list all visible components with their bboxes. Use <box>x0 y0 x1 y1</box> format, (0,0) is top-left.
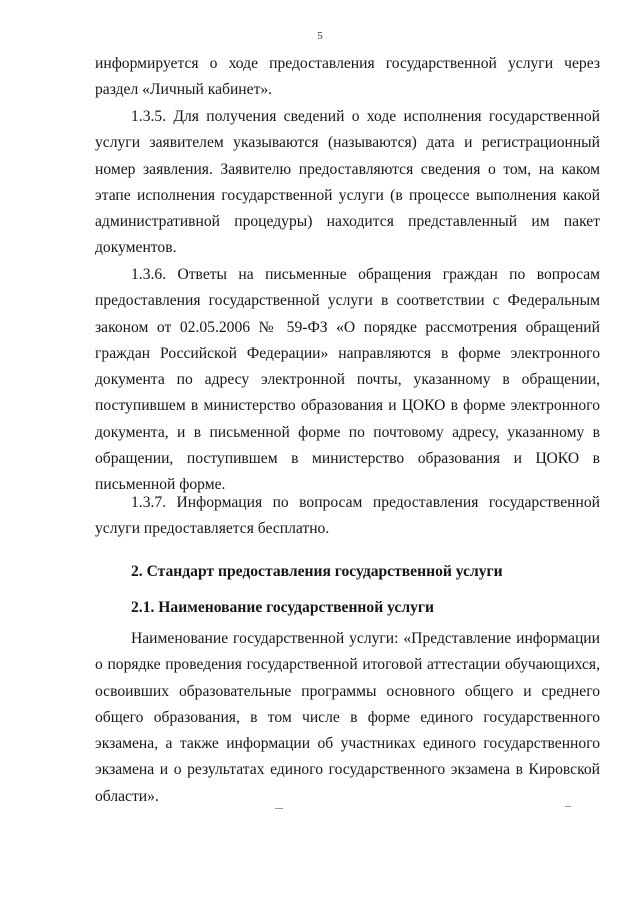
paragraph-1-3-6: 1.3.6. Ответы на письменные обращения граждан по вопросам предоставления государственной услуги в соответствии с Федеральным законом от 02.05.2006 № 59-ФЗ «О порядке рассмотрения обращений граждан Российской Федерации» направляются в форме электронного документа по адресу электронной почты, указанному в обращении, поступившем в министерство образования и ЦОКО в форме электронного документа, и в письменной форме по почтовому адресу, указанному в обращении, поступившем в министерство образования и ЦОКО в письменной форме. <box>95 266 600 494</box>
scan-mark <box>565 806 571 807</box>
section-heading-2-1: 2.1. Наименование государственной услуги <box>131 599 434 616</box>
paragraph-personal-cabinet: информируется о ходе предоставления государственной услуги через раздел «Личный кабинет». <box>95 55 600 99</box>
scan-mark <box>275 808 283 809</box>
page-number: 5 <box>317 30 323 42</box>
paragraph-1-3-7: 1.3.7. Информация по вопросам предоставления государственной услуги предоставляется бесплатно. <box>95 494 600 538</box>
paragraph-service-name: Наименование государственной услуги: «Представление информации о порядке проведения государственной итоговой аттестации обучающихся, освоивших образовательные программы основного общего и среднего общего образования, в том числе в форме единого государственного экзамена, а также информации об участниках единого государственного экзамена и о результатах единого государственного экзамена в Кировской области». <box>95 630 600 805</box>
section-heading-2: 2. Стандарт предоставления государственной услуги <box>131 563 503 580</box>
paragraph-1-3-5: 1.3.5. Для получения сведений о ходе исполнения государственной услуги заявителем указываются (называются) дата и регистрационный номер заявления. Заявителю предоставляются сведения о том, на каком этапе исполнения государственной услуги (в процессе выполнения какой административной процедуры) находится представленный им пакет документов. <box>95 108 600 257</box>
